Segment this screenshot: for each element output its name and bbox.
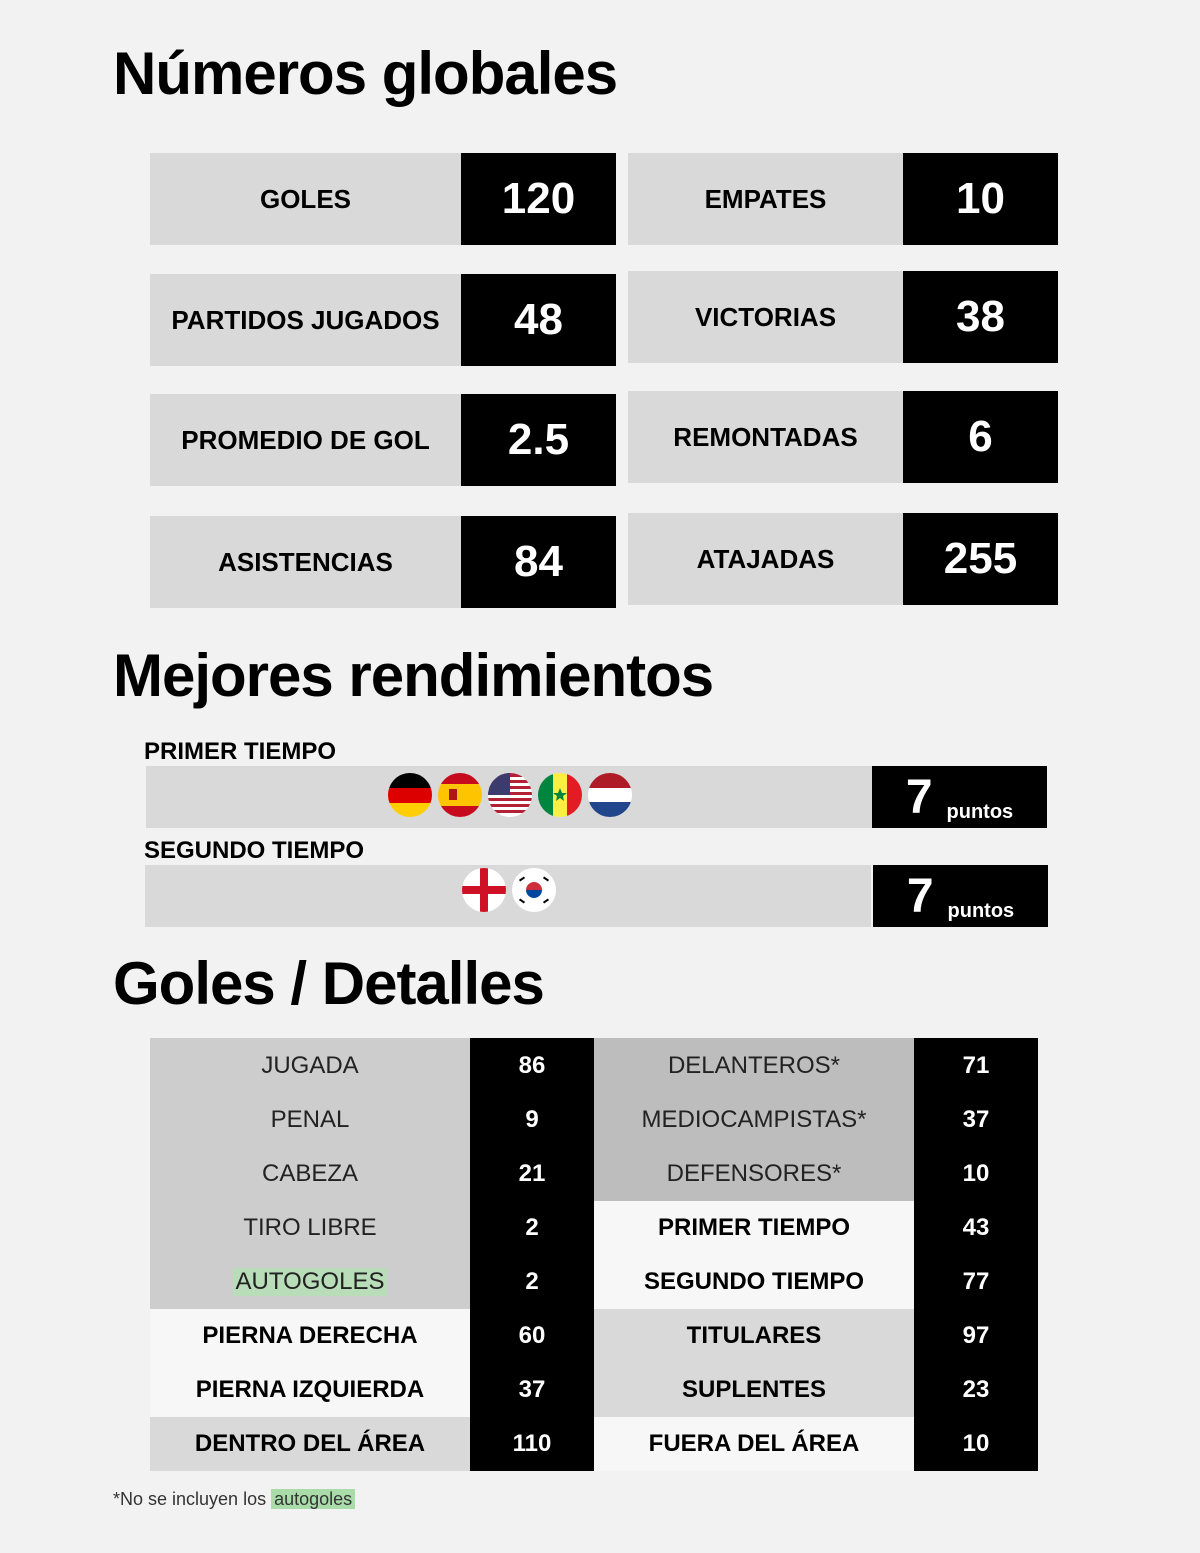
stat-label: GOLES: [150, 153, 461, 245]
stat-card-remontadas: [628, 391, 1058, 483]
stat-value: 2.5: [461, 394, 616, 486]
detail-label: PIERNA DERECHA: [150, 1309, 470, 1363]
detail-value: 10: [914, 1147, 1038, 1201]
stat-label: PROMEDIO DE GOL: [150, 394, 461, 486]
global-numbers-title: Números globales: [113, 40, 618, 107]
goals-details-table: [150, 1038, 1038, 1471]
stat-label: VICTORIAS: [628, 271, 903, 363]
footnote: [113, 1489, 355, 1510]
detail-label: TITULARES: [594, 1309, 914, 1363]
detail-label: PRIMER TIEMPO: [594, 1201, 914, 1255]
detail-value: 86: [470, 1038, 594, 1093]
detail-value: 43: [914, 1201, 1038, 1255]
detail-value: 77: [914, 1255, 1038, 1309]
detail-label: JUGADA: [150, 1038, 470, 1093]
stat-label: ASISTENCIAS: [150, 516, 461, 608]
detail-label: DENTRO DEL ÁREA: [150, 1417, 470, 1471]
stat-card-asistencias: [150, 516, 616, 608]
first-half-label: PRIMER TIEMPO: [144, 738, 337, 765]
stat-value: 10: [903, 153, 1058, 245]
points-value: 7: [906, 870, 934, 923]
table-row: [150, 1038, 1038, 1093]
detail-label: PIERNA IZQUIERDA: [150, 1363, 470, 1417]
stat-value: 48: [461, 274, 616, 366]
stat-card-partidos: [150, 274, 616, 366]
detail-value: 2: [470, 1255, 594, 1309]
goals-details-title: Goles / Detalles: [113, 950, 544, 1017]
footnote-text: *No se incluyen los: [113, 1489, 272, 1509]
detail-label: SUPLENTES: [594, 1363, 914, 1417]
stat-card-victorias: [628, 271, 1058, 363]
stat-value: 255: [903, 513, 1058, 605]
germany-flag-icon: [388, 773, 432, 817]
detail-label: CABEZA: [150, 1147, 470, 1201]
detail-value: 97: [914, 1309, 1038, 1363]
england-flag-icon: [462, 868, 506, 912]
points-value: 7: [905, 771, 933, 824]
points-unit: puntos: [947, 900, 1015, 922]
stat-card-empates: [628, 153, 1058, 245]
detail-value: 37: [914, 1093, 1038, 1147]
stat-value: 120: [461, 153, 616, 245]
best-performances-title: Mejores rendimientos: [113, 642, 714, 709]
detail-value: 9: [470, 1093, 594, 1147]
table-row: [150, 1147, 1038, 1201]
detail-label: FUERA DEL ÁREA: [594, 1417, 914, 1471]
table-row: [150, 1309, 1038, 1363]
footnote-highlight: autogoles: [271, 1489, 355, 1509]
usa-flag-icon: [488, 773, 532, 817]
stat-value: 6: [903, 391, 1058, 483]
second-half-label: SEGUNDO TIEMPO: [144, 837, 365, 864]
stat-label: PARTIDOS JUGADOS: [150, 274, 461, 366]
detail-value: 23: [914, 1363, 1038, 1417]
detail-value: 10: [914, 1417, 1038, 1471]
spain-flag-icon: [438, 773, 482, 817]
detail-label: MEDIOCAMPISTAS*: [594, 1093, 914, 1147]
detail-label-cell: [150, 1255, 470, 1309]
points-unit: puntos: [946, 801, 1014, 823]
table-row: [150, 1093, 1038, 1147]
stat-label: ATAJADAS: [628, 513, 903, 605]
south-korea-flag-icon: [512, 868, 556, 912]
stat-label: EMPATES: [628, 153, 903, 245]
detail-value: 2: [470, 1201, 594, 1255]
table-row: [150, 1363, 1038, 1417]
second-half-points: [873, 865, 1048, 927]
detail-value: 110: [470, 1417, 594, 1471]
detail-label: SEGUNDO TIEMPO: [594, 1255, 914, 1309]
first-half-points: [872, 766, 1047, 828]
senegal-flag-icon: [538, 773, 582, 817]
detail-label: PENAL: [150, 1093, 470, 1147]
netherlands-flag-icon: [588, 773, 632, 817]
detail-label: DEFENSORES*: [594, 1147, 914, 1201]
detail-value: 37: [470, 1363, 594, 1417]
stat-card-goles: [150, 153, 616, 245]
stat-card-promedio: [150, 394, 616, 486]
stat-value: 84: [461, 516, 616, 608]
detail-label: TIRO LIBRE: [150, 1201, 470, 1255]
table-row: [150, 1417, 1038, 1471]
detail-value: 71: [914, 1038, 1038, 1093]
detail-label: DELANTEROS*: [594, 1038, 914, 1093]
table-row: [150, 1201, 1038, 1255]
first-half-flags: [388, 773, 632, 817]
detail-value: 21: [470, 1147, 594, 1201]
second-half-flags: [462, 868, 556, 912]
detail-value: 60: [470, 1309, 594, 1363]
autogoles-highlight: AUTOGOLES: [233, 1268, 388, 1296]
stat-label: REMONTADAS: [628, 391, 903, 483]
table-row: [150, 1255, 1038, 1309]
stat-value: 38: [903, 271, 1058, 363]
stat-card-atajadas: [628, 513, 1058, 605]
